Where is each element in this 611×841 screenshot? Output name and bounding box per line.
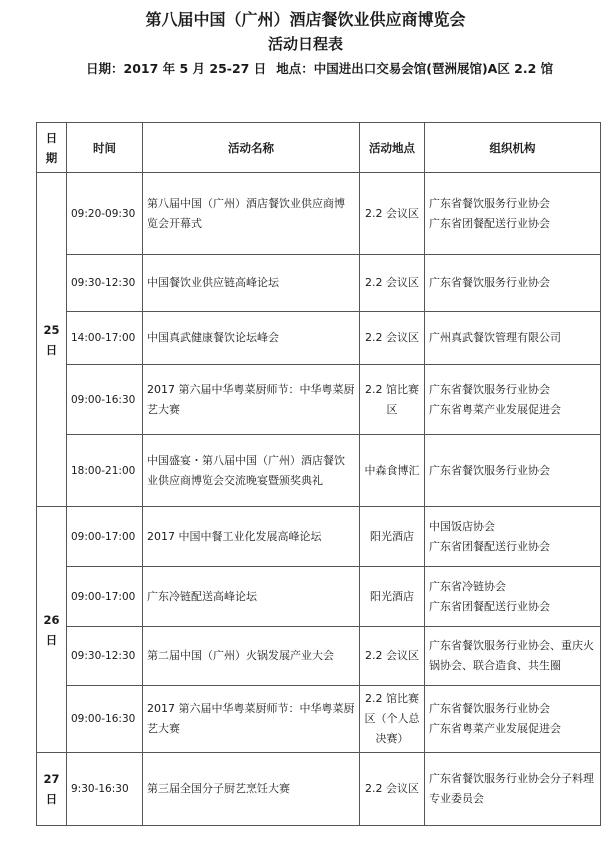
- activity-name-cell: 第八届中国（广州）酒店餐饮业供应商博览会开幕式: [143, 173, 360, 255]
- time-cell: 09:30-12:30: [67, 255, 143, 312]
- day-cell-25: 25日: [37, 173, 67, 507]
- page-title: 第八届中国（广州）酒店餐饮业供应商博览会: [145, 10, 466, 29]
- table-row: [37, 435, 601, 507]
- activity-name-cell: 中国盛宴・第八届中国（广州）酒店餐饮业供应商博览会交流晚宴暨颁奖典礼: [143, 435, 360, 507]
- org-line: 广东省粤菜产业发展促进会: [429, 722, 561, 735]
- time-cell: 14:00-17:00: [67, 312, 143, 365]
- time-cell: 09:30-12:30: [67, 627, 143, 686]
- venue-label: 地点：中国进出口交易会馆(琶洲展馆)A区 2.2 馆: [276, 61, 554, 76]
- venue-cell: 2.2 会议区: [360, 627, 425, 686]
- activity-name-cell: 中国餐饮业供应链高峰论坛: [143, 255, 360, 312]
- org-line: 广东省冷链协会: [429, 579, 506, 593]
- org-cell: [425, 365, 601, 435]
- date-venue-line: [86, 60, 606, 78]
- org-cell: [425, 567, 601, 627]
- venue-cell: 2.2 会议区: [360, 173, 425, 255]
- col-header-name: 活动名称: [143, 123, 360, 173]
- venue-cell: 2.2 会议区: [360, 753, 425, 826]
- org-cell: [425, 686, 601, 753]
- activity-name-cell: 中国真武健康餐饮论坛峰会: [143, 312, 360, 365]
- col-header-venue: 活动地点: [360, 123, 425, 173]
- org-line: 中国饭店协会: [429, 519, 495, 533]
- date-label: 日期：2017 年 5 月 25-27 日: [86, 61, 267, 76]
- time-cell: 09:00-17:00: [67, 567, 143, 627]
- table-row: [37, 255, 601, 312]
- venue-cell: 2.2 会议区: [360, 255, 425, 312]
- org-line: 广东省餐饮服务行业协会: [429, 276, 550, 289]
- org-cell: [425, 435, 601, 507]
- day-cell-27: 27日: [37, 753, 67, 826]
- table-row: [37, 627, 601, 686]
- org-line: 广东省餐饮服务行业协会: [429, 463, 550, 477]
- org-line: 广东省餐饮服务行业协会: [429, 382, 550, 396]
- venue-cell: 中森食博汇: [360, 435, 425, 507]
- activity-name-cell: 广东冷链配送高峰论坛: [143, 567, 360, 627]
- org-cell: [425, 507, 601, 567]
- org-line: 广东省餐饮服务行业协会分子料理专业委员会: [429, 772, 594, 805]
- venue-cell: 2.2 会议区: [360, 312, 425, 365]
- table-row: [37, 686, 601, 753]
- org-line: 广东省粤菜产业发展促进会: [429, 402, 561, 416]
- activity-name-cell: 第二届中国（广州）火锅发展产业大会: [143, 627, 360, 686]
- venue-cell: 2.2 馆比赛区: [360, 365, 425, 435]
- org-cell: [425, 312, 601, 365]
- org-line: 广东省团餐配送行业协会: [429, 216, 550, 230]
- page-subtitle: 活动日程表: [267, 35, 343, 53]
- venue-cell: 阳光酒店: [360, 507, 425, 567]
- table-row: [37, 173, 601, 255]
- org-cell: [425, 173, 601, 255]
- activity-name-cell: 第三届全国分子厨艺烹饪大赛: [143, 753, 360, 826]
- table-row: [37, 753, 601, 826]
- org-line: 广东省餐饮服务行业协会: [429, 702, 550, 715]
- org-line: 广东省餐饮服务行业协会: [429, 196, 550, 210]
- table-row: [37, 312, 601, 365]
- org-line: 广东省团餐配送行业协会: [429, 599, 550, 613]
- activity-name-cell: 2017 第六届中华粤菜厨师节：中华粤菜厨艺大赛: [143, 365, 360, 435]
- table-row: [37, 507, 601, 567]
- org-cell: [425, 627, 601, 686]
- org-cell: [425, 255, 601, 312]
- schedule-table: [36, 122, 601, 826]
- activity-name-cell: 2017 中国中餐工业化发展高峰论坛: [143, 507, 360, 567]
- time-cell: 09:20-09:30: [67, 173, 143, 255]
- time-cell: 09:00-17:00: [67, 507, 143, 567]
- org-line: 广东省团餐配送行业协会: [429, 539, 550, 553]
- org-line: 广东省餐饮服务行业协会、重庆火锅协会、联合造食、共生圈: [429, 639, 594, 672]
- org-line: 广州真武餐饮管理有限公司: [429, 331, 561, 344]
- col-header-time: 时间: [67, 123, 143, 173]
- venue-cell: 阳光酒店: [360, 567, 425, 627]
- time-cell: 9:30-16:30: [67, 753, 143, 826]
- activity-name-cell: 2017 第六届中华粤菜厨师节：中华粤菜厨艺大赛: [143, 686, 360, 753]
- org-cell: [425, 753, 601, 826]
- time-cell: 18:00-21:00: [67, 435, 143, 507]
- col-header-date: 日期: [37, 123, 67, 173]
- table-row: [37, 365, 601, 435]
- table-row: [37, 567, 601, 627]
- venue-cell: 2.2 馆比赛区（个人总决赛）: [360, 686, 425, 753]
- col-header-org: 组织机构: [425, 123, 601, 173]
- day-cell-26: 26日: [37, 507, 67, 753]
- table-header-row: [37, 123, 601, 173]
- time-cell: 09:00-16:30: [67, 686, 143, 753]
- time-cell: 09:00-16:30: [67, 365, 143, 435]
